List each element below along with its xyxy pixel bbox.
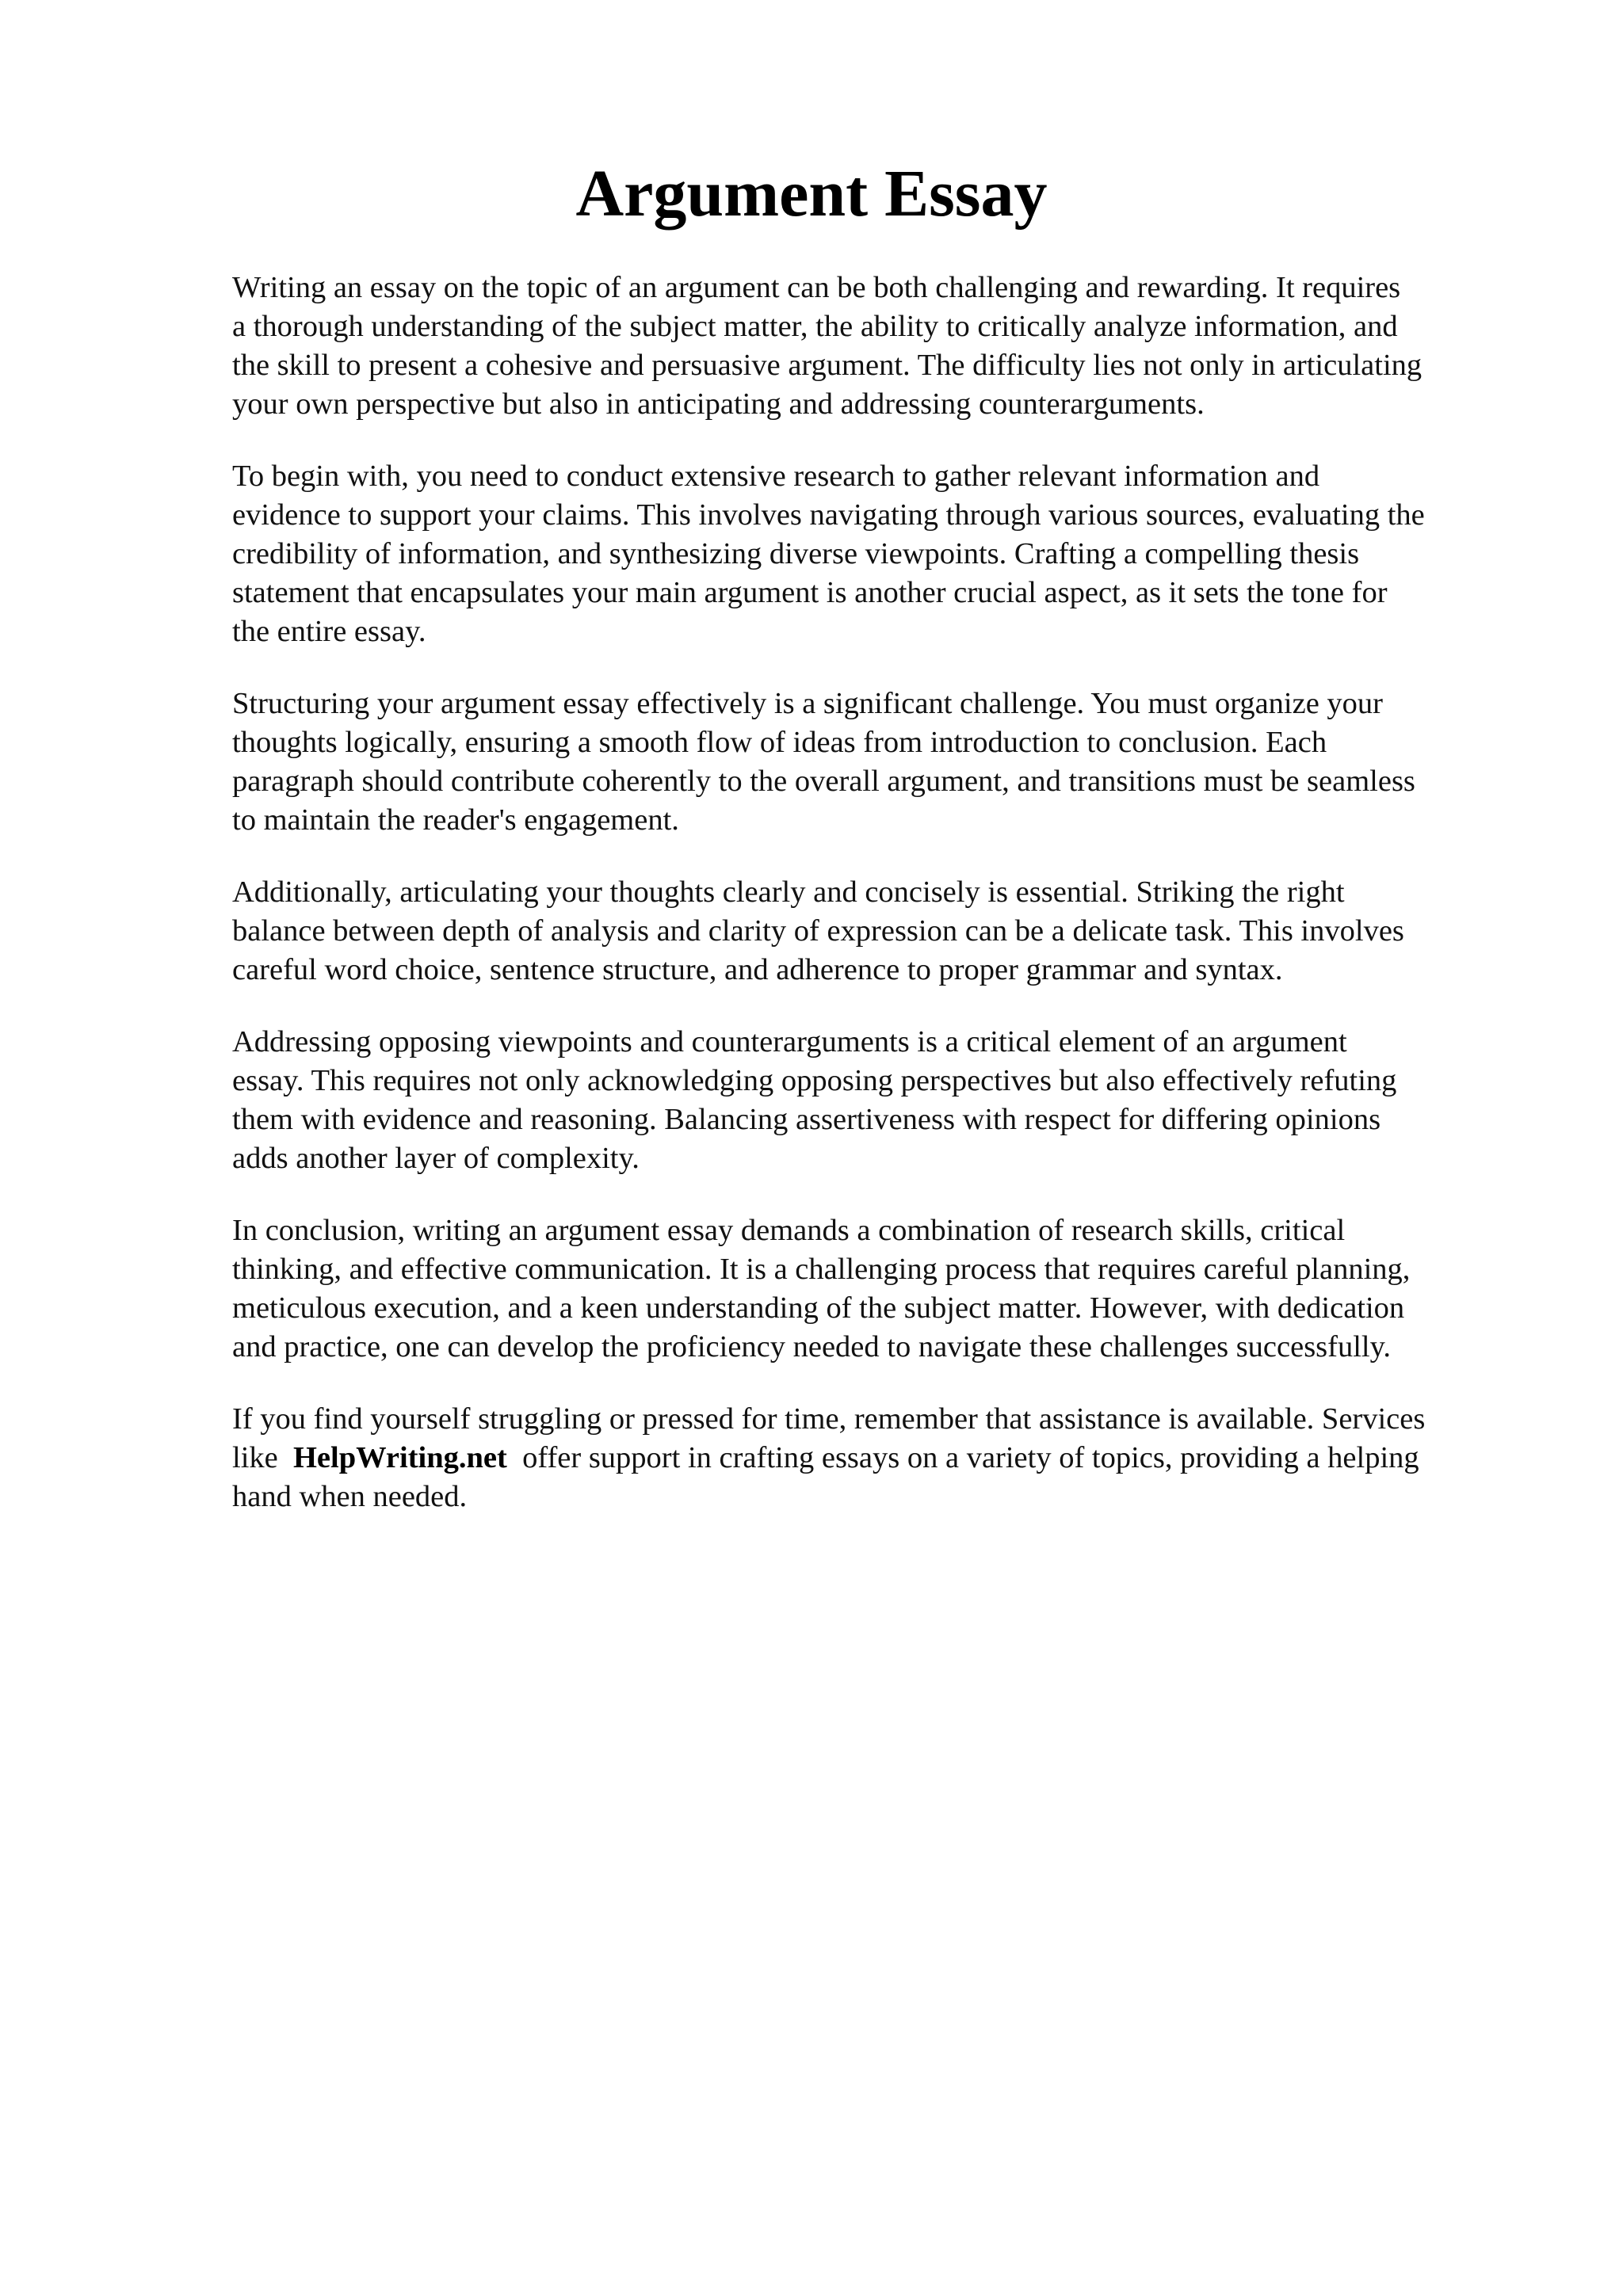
paragraph-counterarguments	[232, 1023, 1532, 1178]
text-line: To begin with, you need to conduct extensive research to gather relevant information and	[232, 460, 1320, 493]
text-line: Additionally, articulating your thoughts clearly and concisely is essential. Striking the right	[232, 875, 1345, 909]
text-line: hand when needed.	[232, 1480, 468, 1513]
text-fragment: offer support in crafting essays on a variety of topics, providing a helping	[522, 1441, 1419, 1474]
text-line: essay. This requires not only acknowledging opposing perspectives but also effectively refuting	[232, 1064, 1397, 1097]
text-line: balance between depth of analysis and clarity of expression can be a delicate task. This involves	[232, 914, 1404, 948]
text-line: Addressing opposing viewpoints and counterarguments is a critical element of an argument	[232, 1025, 1347, 1058]
text-line: credibility of information, and synthesizing diverse viewpoints. Crafting a compelling thesis	[232, 537, 1360, 570]
paragraph-clarity	[232, 873, 1532, 990]
paragraph-structure	[232, 685, 1532, 840]
text-line: to maintain the reader's engagement.	[232, 803, 679, 837]
text-line: paragraph should contribute coherently to the overall argument, and transitions must be seamless	[232, 765, 1415, 798]
text-line: Writing an essay on the topic of an argument can be both challenging and rewarding. It requires	[232, 271, 1401, 304]
text-line: your own perspective but also in anticipating and addressing counterarguments.	[232, 387, 1205, 421]
paragraph-intro	[232, 269, 1532, 424]
text-line: the entire essay.	[232, 615, 426, 648]
text-line: careful word choice, sentence structure, and adherence to proper grammar and syntax.	[232, 953, 1283, 986]
text-line: thoughts logically, ensuring a smooth flow of ideas from introduction to conclusion. Each	[232, 726, 1327, 759]
text-line: and practice, one can develop the proficiency needed to navigate these challenges successfully.	[232, 1330, 1392, 1363]
text-line: them with evidence and reasoning. Balancing assertiveness with respect for differing opinions	[232, 1103, 1381, 1136]
text-line: In conclusion, writing an argument essay demands a combination of research skills, critical	[232, 1214, 1346, 1247]
brand-name: HelpWriting.net	[292, 1441, 507, 1474]
text-line: If you find yourself struggling or pressed for time, remember that assistance is available. Services	[232, 1402, 1426, 1436]
text-line: thinking, and effective communication. It is a challenging process that requires careful planning,	[232, 1253, 1411, 1286]
paragraph-research	[232, 457, 1532, 651]
essay-body	[232, 269, 1532, 1550]
paragraph-conclusion	[232, 1211, 1532, 1367]
text-line: adds another layer of complexity.	[232, 1142, 640, 1175]
text-line-with-brand	[232, 1439, 1532, 1478]
paragraph-closing	[232, 1400, 1532, 1516]
text-line: evidence to support your claims. This involves navigating through various sources, evaluating the	[232, 498, 1425, 532]
text-fragment: like	[232, 1441, 278, 1474]
page-title: Argument Essay	[575, 157, 1048, 231]
text-line: meticulous execution, and a keen understanding of the subject matter. However, with dedication	[232, 1291, 1405, 1325]
text-line: the skill to present a cohesive and persuasive argument. The difficulty lies not only in articulating	[232, 349, 1423, 382]
text-line: a thorough understanding of the subject matter, the ability to critically analyze information, and	[232, 310, 1398, 343]
text-line: statement that encapsulates your main argument is another crucial aspect, as it sets the tone for	[232, 576, 1388, 609]
text-line: Structuring your argument essay effectively is a significant challenge. You must organize your	[232, 687, 1383, 720]
